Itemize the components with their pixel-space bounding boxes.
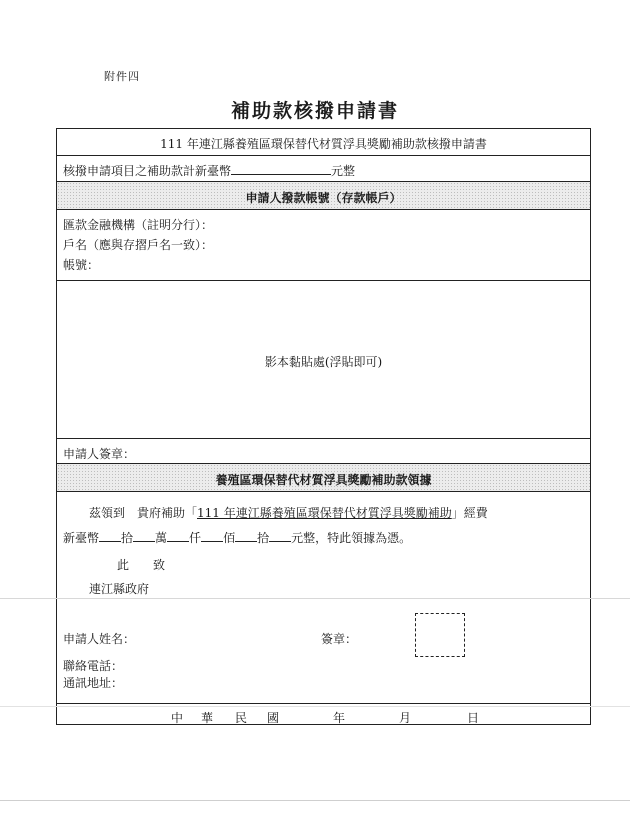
applicant-name-label: 申請人姓名： <box>63 632 136 646</box>
receipt-line1-prefix: 茲領到 貴府補助「 <box>89 506 198 520</box>
receipt-line-1 <box>89 504 488 521</box>
phone-label: 聯絡電話： <box>63 659 124 673</box>
address-label: 通訊地址： <box>63 676 124 690</box>
unit-qian: 仟 <box>189 531 202 545</box>
date-year: 年 <box>333 711 346 725</box>
receipt-currency: 新臺幣 <box>63 531 100 545</box>
date-zhong: 中 <box>171 711 184 725</box>
applicant-seal-row <box>57 439 590 464</box>
account-header: 申請人撥款帳號（存款帳戶） <box>245 191 402 205</box>
to-label: 此 致 <box>117 558 166 572</box>
signature-label: 簽章： <box>321 632 358 646</box>
blank-bai[interactable] <box>201 529 223 542</box>
unit-wan: 萬 <box>155 531 168 545</box>
account-fields-row <box>57 210 590 281</box>
date-guo: 國 <box>267 711 280 725</box>
document-title: 補助款核撥申請書 <box>230 100 399 122</box>
date-month: 月 <box>399 711 412 725</box>
receipt-header: 養殖區環保替代材質浮具獎勵補助款領據 <box>215 473 432 487</box>
blank-ten-thousand-tens[interactable] <box>99 529 121 542</box>
account-number-field: 帳號： <box>63 258 100 272</box>
scan-artifact-line <box>0 800 630 801</box>
form-subtitle-row <box>57 129 590 156</box>
receipt-program-name: 111 年連江縣養殖區環保替代材質浮具獎勵補助 <box>197 506 452 520</box>
receipt-line1-suffix: 」經費 <box>451 506 488 520</box>
blank-qian[interactable] <box>167 529 189 542</box>
unit-bai: 佰 <box>223 531 236 545</box>
date-hua: 華 <box>201 711 214 725</box>
receipt-header-row <box>57 464 590 492</box>
blank-yuan[interactable] <box>269 529 291 542</box>
unit-shi-1: 拾 <box>121 531 134 545</box>
amount-blank[interactable] <box>231 162 331 175</box>
applicant-seal-label: 申請人簽章： <box>63 447 136 461</box>
recipient: 連江縣政府 <box>89 582 150 596</box>
amount-suffix: 元整 <box>331 164 356 178</box>
blank-wan[interactable] <box>133 529 155 542</box>
amount-row <box>57 156 590 182</box>
date-day: 日 <box>467 711 480 725</box>
application-form <box>56 128 591 725</box>
amount-line <box>63 162 355 179</box>
receipt-line-2 <box>63 529 411 546</box>
date-divider <box>57 703 590 704</box>
blank-shi[interactable] <box>235 529 257 542</box>
account-name-field: 戶名（應與存摺戶名一致）： <box>63 238 214 252</box>
attachment-label: 附件四 <box>104 70 140 83</box>
photocopy-label: 影本黏貼處(浮貼即可) <box>264 355 383 369</box>
scan-artifact-line <box>0 706 630 707</box>
account-bank-field: 匯款金融機構（註明分行）： <box>63 218 214 232</box>
amount-prefix: 核撥申請項目之補助款計新臺幣 <box>63 164 232 178</box>
unit-yuan-closing: 元整，特此領據為憑。 <box>291 531 412 545</box>
form-subtitle: 111 年連江縣養殖區環保替代材質浮具獎勵補助款核撥申請書 <box>160 137 487 151</box>
account-header-row <box>57 182 590 210</box>
signature-stamp-box[interactable] <box>415 613 465 657</box>
unit-shi-2: 拾 <box>257 531 270 545</box>
photocopy-area <box>57 281 590 439</box>
scan-artifact-line <box>0 598 630 599</box>
date-min: 民 <box>235 711 248 725</box>
